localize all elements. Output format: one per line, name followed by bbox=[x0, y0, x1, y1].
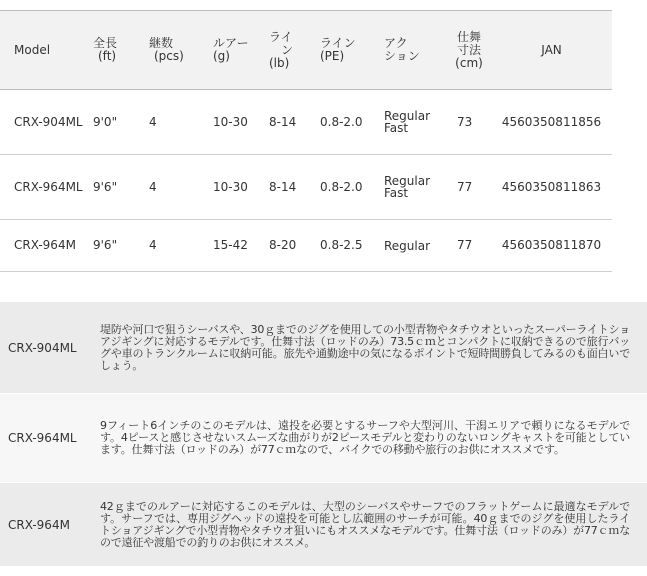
table-header-row bbox=[0, 11, 612, 90]
header-line-lb-label-cont: ン bbox=[281, 42, 294, 57]
header-line-lb bbox=[269, 11, 320, 90]
cell-line-pe: 0.8-2.5 bbox=[320, 220, 384, 272]
header-action-label: アク bbox=[384, 36, 408, 50]
header-line-lb-label: ライ bbox=[269, 29, 293, 44]
description-text: 42ｇまでのルアーに対応するこのモデルは、大型のシーバスやサーフでのフラットゲームに最適なモデルです。サーフでは、専用ジグヘッドの遠投を可能とし広範囲のサーチが可能。40ｇまでのジグを使用したライトショアジギングで小型青物やタチウオ狙いにもオススメなモデルです。仕舞寸法（ロッドのみ）が77ｃｍなので遠征や渡船での釣りのお供にオススメ。 bbox=[100, 499, 630, 549]
header-pieces-label: 継数 bbox=[149, 36, 174, 50]
cell-action-line: Regular bbox=[384, 109, 431, 123]
cell-pieces: 4 bbox=[149, 220, 213, 272]
description-text: 9フィート6インチのこのモデルは、遠投を必要とするサーフや大型河川、干潟エリアで頼りになるモデルです。4ピースと感じさせないスムーズな曲がりが2ピースモデルと変わりのないロングキャストを可能としています。仕舞寸法（ロッドのみ）が77ｃｍなので、バイクでの移動や旅行のお供にオススメです。 bbox=[100, 419, 630, 456]
header-line-pe-unit: (PE) bbox=[320, 49, 345, 63]
cell-line-lb: 8-14 bbox=[269, 155, 320, 220]
description-model: CRX-904ML bbox=[8, 340, 77, 355]
header-action-label-cont: ション bbox=[384, 49, 420, 63]
header-closed-length-label-cont: 寸法 bbox=[456, 42, 481, 57]
description-model: CRX-964M bbox=[8, 517, 70, 532]
cell-action-line: Fast bbox=[384, 186, 409, 200]
header-closed-length-unit: (cm) bbox=[455, 55, 483, 70]
cell-length: 9'6" bbox=[93, 155, 149, 220]
header-model: Model bbox=[0, 11, 93, 90]
cell-line-lb: 8-14 bbox=[269, 90, 320, 155]
cell-model: CRX-904ML bbox=[0, 90, 93, 155]
cell-length: 9'0" bbox=[93, 90, 149, 155]
header-lure-unit: (g) bbox=[213, 49, 230, 63]
cell-closed-length: 73 bbox=[447, 90, 491, 155]
cell-jan: 4560350811856 bbox=[491, 90, 612, 155]
header-lure-label: ルアー bbox=[213, 36, 249, 50]
header-action bbox=[384, 11, 447, 90]
cell-closed-length: 77 bbox=[447, 220, 491, 272]
header-pieces bbox=[149, 11, 213, 90]
cell-line-pe: 0.8-2.0 bbox=[320, 90, 384, 155]
cell-jan: 4560350811863 bbox=[491, 155, 612, 220]
cell-action bbox=[384, 220, 447, 272]
header-closed-length-label: 仕舞 bbox=[456, 29, 481, 44]
cell-model: CRX-964M bbox=[0, 220, 93, 272]
cell-jan: 4560350811870 bbox=[491, 220, 612, 272]
header-jan: JAN bbox=[491, 11, 612, 90]
description-item bbox=[0, 394, 647, 483]
header-closed-length bbox=[447, 11, 491, 90]
cell-line-lb: 8-20 bbox=[269, 220, 320, 272]
spec-table bbox=[0, 10, 612, 272]
cell-line-pe: 0.8-2.0 bbox=[320, 155, 384, 220]
description-list bbox=[0, 302, 647, 567]
cell-lure: 15-42 bbox=[213, 220, 269, 272]
header-lure bbox=[213, 11, 269, 90]
cell-action-line: Fast bbox=[384, 121, 409, 135]
header-line-lb-unit: (lb) bbox=[269, 55, 290, 70]
cell-length: 9'6" bbox=[93, 220, 149, 272]
header-length-label: 全長 bbox=[93, 36, 118, 50]
header-length bbox=[93, 11, 149, 90]
cell-lure: 10-30 bbox=[213, 155, 269, 220]
description-model: CRX-964ML bbox=[8, 431, 77, 445]
description-text: 堤防や河口で狙うシーバスや、30ｇまでのジグを使用しての小型青物やタチウオといったスーパーライトショアジギングに対応するモデルです。仕舞寸法（ロッドのみ）73.5ｃｍとコンパクトに収納できるので旅行バッグや車のトランクルームに収納可能。旅先や通勤途中の気になるポイントで短時間勝負してみるのも面白いでしょう。 bbox=[100, 322, 630, 372]
table-row bbox=[0, 220, 612, 272]
cell-action bbox=[384, 90, 447, 155]
cell-action bbox=[384, 155, 447, 220]
description-item bbox=[0, 302, 647, 394]
header-length-unit: (ft) bbox=[98, 49, 117, 63]
header-line-pe-label: ライン bbox=[320, 36, 356, 50]
cell-pieces: 4 bbox=[149, 90, 213, 155]
cell-lure: 10-30 bbox=[213, 90, 269, 155]
cell-model: CRX-964ML bbox=[0, 155, 93, 220]
header-pieces-unit: (pcs) bbox=[154, 49, 184, 63]
cell-action-line: Regular bbox=[384, 174, 431, 188]
cell-closed-length: 77 bbox=[447, 155, 491, 220]
header-line-pe bbox=[320, 11, 384, 90]
table-row bbox=[0, 155, 612, 220]
description-item bbox=[0, 483, 647, 567]
cell-action-line: Regular bbox=[384, 238, 431, 253]
table-row bbox=[0, 90, 612, 155]
cell-pieces: 4 bbox=[149, 155, 213, 220]
